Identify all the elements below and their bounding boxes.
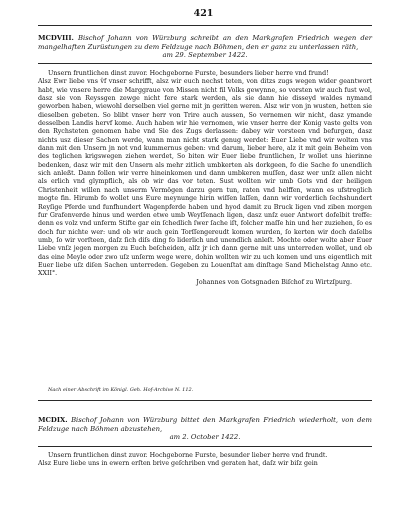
doc2-header — [38, 416, 372, 442]
top-rule — [38, 25, 372, 26]
separator-rule — [38, 400, 372, 401]
doc1-source-note: Nach einer Abschrift im Königl. Geh. Hof-Archive N. 112. — [48, 387, 194, 393]
doc1-rule — [38, 63, 372, 64]
doc2-heading — [38, 416, 372, 433]
doc1-body: Alsz Ewr liebe vns v̈f vnser schrifft, alsz wir euch nechst teten, von ditzs zugs wegen wider geantwort habt, wie vnsere herre die Marggraue von Missen nicht fil Volks gewynne, so vorsten wir auch fust wol, dasz sie von Reyssgen zewge nicht fere stark werden, als sie dann hie disseyd waldes nymand geworben haben, wiewohl derselben viel gerne mit jn geritten weren. Alsz wir von jn wusten, hetten sie dieselben gebeten. So blibt vnser herr von Trire auch aussen, So vernemen wir nicht, dasz ymande desselben Landis hervf kome. Auch haben wir hie vernomen, wie vnser herre der Konig vaste gelts von den Rychsteten genomen habe vnd Sie des Zugs derlassen: dabey wir vorsteen vnd befurgen, dasz nichts usz dieser Sachen werde, wann man nicht stark genug werdet: Euer Liebe vnd wir wolten vns dann mit den Unsern jn not vnd kummernus geben: vnd darum, lieber here, alz it mit gein Beheim von des teglichen krigswegen ziehen werdet, So biten wir Euer liebe fruntlichen, Ir wollet uns hierinne bedenken, dasz wir mit den Unsern als mehr zitlich umbkerten als dorkgeen, fo die Sache fo unendlich sich anleßt. Dann follen wir verre hineinkomen und dann umbkeren muſſen, dasz wer unſz allen nicht als erlich vnd glympflich, als ob wir das vor teten. Sust wollten wir umb Gots vnd der heiligen Christenheit willen nach unserm Vermögen darzu gern tun, raten vnd helffen, wann es ufstreglich mogte fin. Hirumb fo wollet uns Eure meynunge hirin wiſſen laſſen, dann wir vorderlich ſechshundert Reyſige Pferde und funfhundert Wagenpferde haben und hyod damit zu Bruck ligen vnd ziben morgen fur Grafenverde hinus und werden etwe umb Weyſſenach ligen, dasz unſz euer Antwort dofelbit treffe: denn es volz vnd unferm Stifte gar ein ſchedlich ſwer ſache iſt, folcher maſſe hin und her zuziehen, ſo es doch fur nichte wer: und ob wir auch gein Torſſengereudt komen wurden, ſo kerten wir doch daſelbs umb, ſo wir vorſteen, daſz ſich diſs ding fo liderlich und unendlich anleſt. Mochte oder wolte aber Euer Liebe vnſz jegen morgen zu Euch beſcheiden, alſz jr ich dann gerne mit uns unterreden wollet, und ob das eine Meyle oder zwo uſz unſerm wege were, dohin wollten wir zu uch komen und uns eigentlich mit Euer liebe uſz diſen Sachen unterreden. Gegeben zu Louenſtat am dinſtage Sand Michelstag Anno etc. XXII°. — [38, 78, 372, 278]
doc1-title: Bischof Johann von Würzburg schreibt an den Markgrafen Friedrich wegen der mangelhaften Zurüstungen zu dem Feldzuge nach Böhmen, den er ganz zu unterlassen räth, — [38, 34, 372, 51]
doc1-salutation: Unsern fruntlichen dinst zuvor. Hochgeborne Furste, besunders lieber herre vnd frund! — [48, 70, 329, 77]
doc1-header — [38, 34, 372, 60]
doc1-date: am 29. September 1422. — [162, 51, 248, 60]
doc1-text — [38, 70, 372, 287]
doc2-body: Alsz Eure liebe uns in ewern erſten brive geſchriben vnd geraten hat, daſz wir biſz gein — [38, 460, 318, 468]
doc2-rule — [38, 446, 372, 447]
doc2-title: Bischof Johann von Würzburg bittet den Markgrafen Friedrich wiederholt, von dem Feldzuge nach Böhmen abzustehen, — [38, 416, 372, 433]
doc2-text — [38, 452, 372, 469]
doc2-salutation: Unsern fruntlichen dinst zuvor. Hochgeborne Furste, besunder lieber herre vnd frundt. — [48, 452, 328, 459]
doc2-number: MCDIX. — [38, 416, 68, 424]
page-number: 421 — [193, 8, 214, 19]
doc1-number: MCDVIII. — [38, 34, 74, 42]
doc2-date: am 2. October 1422. — [169, 433, 241, 442]
doc1-heading — [38, 34, 372, 51]
doc1-signature: Johannes von Gotsgnaden Biſchof zu Wirtzſpurg. — [196, 278, 352, 286]
